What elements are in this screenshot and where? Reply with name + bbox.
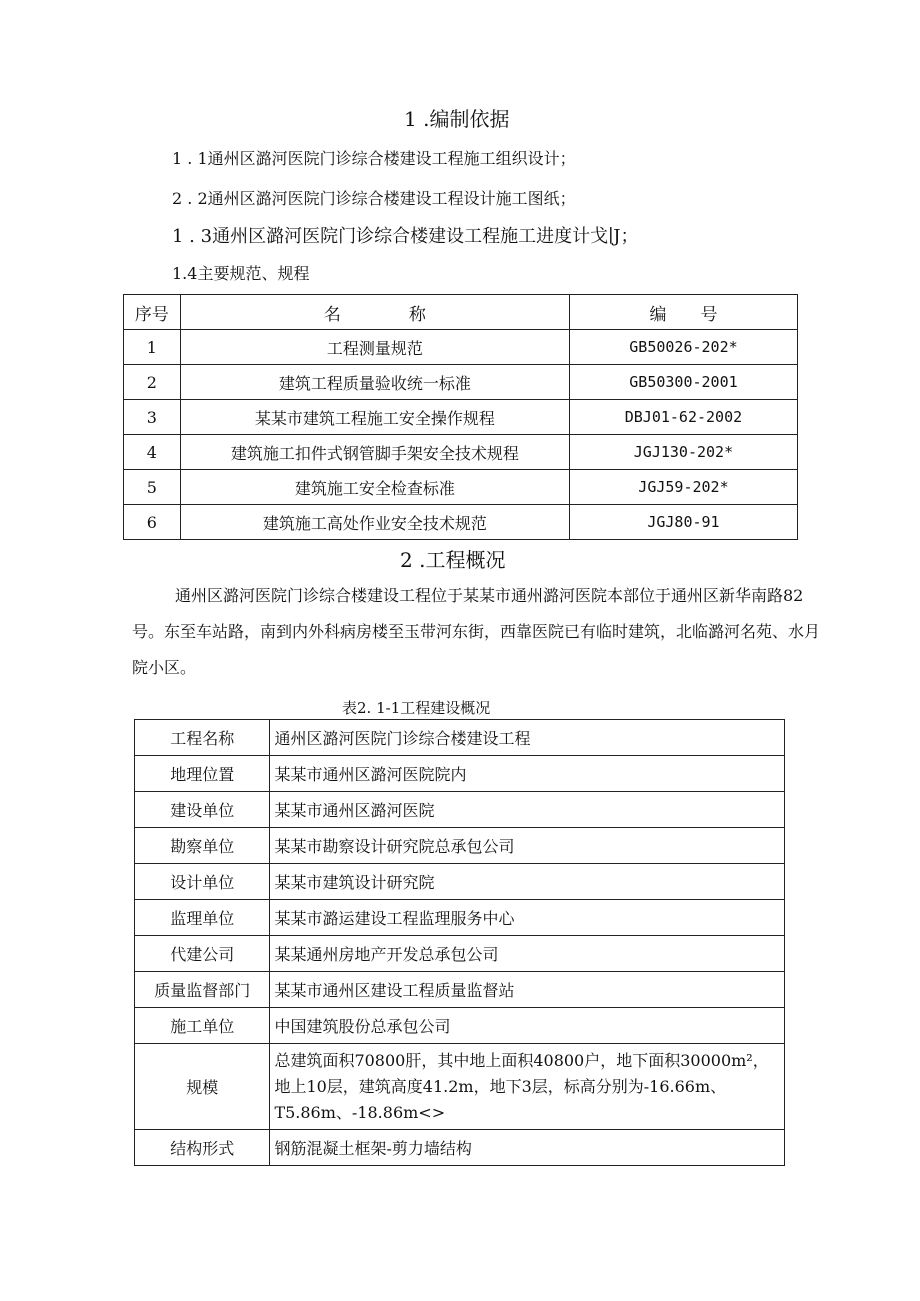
overview-label: 监理单位 <box>135 900 270 936</box>
norm-index: 4 <box>124 435 181 470</box>
table-row <box>124 365 798 400</box>
overview-table <box>134 719 785 1166</box>
table-row <box>135 720 785 756</box>
basis-item-4: 1.4主要规范、规程 <box>172 264 310 283</box>
table-row <box>135 900 785 936</box>
norm-code: DBJ01-62-2002 <box>569 400 797 435</box>
table-caption: 表2. 1-1工程建设概况 <box>342 699 491 717</box>
table-row <box>135 972 785 1008</box>
overview-label: 地理位置 <box>135 756 270 792</box>
overview-value: 某某市通州区建设工程质量监督站 <box>270 972 785 1008</box>
table-row <box>135 828 785 864</box>
norm-name: 建筑施工扣件式钢管脚手架安全技术规程 <box>180 435 569 470</box>
overview-label: 施工单位 <box>135 1008 270 1044</box>
table-row <box>124 470 798 505</box>
overview-value: 中国建筑股份总承包公司 <box>270 1008 785 1044</box>
project-description: 通州区潞河医院门诊综合楼建设工程位于某某市通州潞河医院本部位于通州区新华南路82号。东至车站路，南到内外科病房楼至玉带河东街，西靠医院已有临时建筑，北临潞河名苑、水月院小区。 <box>132 586 821 677</box>
norm-index: 5 <box>124 470 181 505</box>
overview-value: 某某市通州区潞河医院 <box>270 792 785 828</box>
table-row <box>135 936 785 972</box>
basis-item-3: 1 . 3通州区潞河医院门诊综合楼建设工程施工进度计戈∣J； <box>172 226 639 247</box>
table-row <box>124 435 798 470</box>
norms-header-name: 名 称 <box>180 295 569 330</box>
table-row <box>135 1130 785 1166</box>
norm-code: JGJ130-202* <box>569 435 797 470</box>
norm-name: 工程测量规范 <box>180 330 569 365</box>
overview-value: 某某市勘察设计研究院总承包公司 <box>270 828 785 864</box>
norms-header-code: 编 号 <box>569 295 797 330</box>
overview-value: 某某通州房地产开发总承包公司 <box>270 936 785 972</box>
norm-name: 建筑工程质量验收统一标准 <box>180 365 569 400</box>
norm-code: JGJ59-202* <box>569 470 797 505</box>
norm-index: 1 <box>124 330 181 365</box>
overview-label: 勘察单位 <box>135 828 270 864</box>
section-2-title: 2 .工程概况 <box>400 548 506 572</box>
section-1-title: 1 .编制依据 <box>404 107 510 131</box>
norm-index: 2 <box>124 365 181 400</box>
norm-code: GB50026-202* <box>569 330 797 365</box>
table-row <box>124 330 798 365</box>
overview-label: 规模 <box>135 1044 270 1130</box>
norm-name: 建筑施工高处作业安全技术规范 <box>180 505 569 540</box>
basis-item-2: 2 . 2通州区潞河医院门诊综合楼建设工程设计施工图纸； <box>172 189 576 208</box>
overview-label: 质量监督部门 <box>135 972 270 1008</box>
overview-value: 某某市通州区潞河医院院内 <box>270 756 785 792</box>
table-row <box>135 864 785 900</box>
overview-label: 结构形式 <box>135 1130 270 1166</box>
norm-code: GB50300-2001 <box>569 365 797 400</box>
norm-index: 3 <box>124 400 181 435</box>
norm-code: JGJ80-91 <box>569 505 797 540</box>
norms-table <box>123 294 798 540</box>
table-row <box>135 792 785 828</box>
norm-index: 6 <box>124 505 181 540</box>
overview-label: 工程名称 <box>135 720 270 756</box>
overview-label: 代建公司 <box>135 936 270 972</box>
table-row <box>124 400 798 435</box>
norm-name: 建筑施工安全检查标准 <box>180 470 569 505</box>
table-row <box>124 505 798 540</box>
basis-item-1: 1 . 1通州区潞河医院门诊综合楼建设工程施工组织设计； <box>172 149 576 168</box>
table-row <box>135 1008 785 1044</box>
overview-label: 建设单位 <box>135 792 270 828</box>
overview-value: 钢筋混凝土框架-剪力墙结构 <box>270 1130 785 1166</box>
overview-value: 某某市潞运建设工程监理服务中心 <box>270 900 785 936</box>
overview-value: 某某市建筑设计研究院 <box>270 864 785 900</box>
table-row <box>135 1044 785 1130</box>
overview-value: 总建筑面积70800肝，其中地上面积40800户，地下面积30000m²，地上10层，建筑高度41.2m，地下3层，标高分别为-16.66m、T5.86m、-18.86m<> <box>270 1044 785 1130</box>
norms-header-index: 序号 <box>124 295 181 330</box>
table-row <box>135 756 785 792</box>
norms-header-row <box>124 295 798 330</box>
norm-name: 某某市建筑工程施工安全操作规程 <box>180 400 569 435</box>
overview-value: 通州区潞河医院门诊综合楼建设工程 <box>270 720 785 756</box>
overview-label: 设计单位 <box>135 864 270 900</box>
